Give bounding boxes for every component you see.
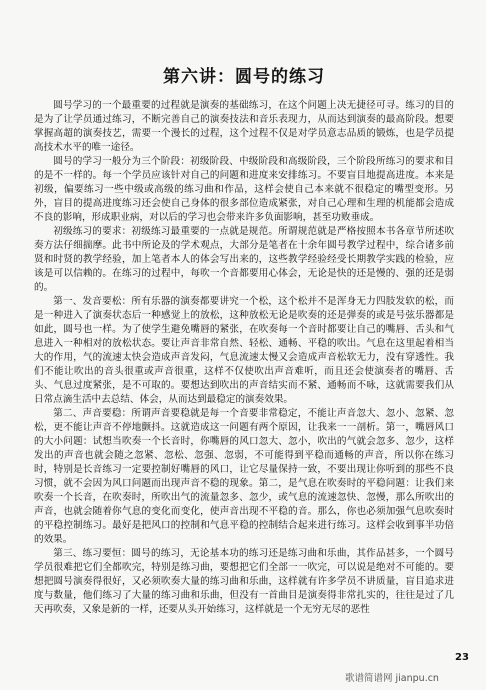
site-watermark: 歌谱简谱网 jianpu.cn — [345, 673, 439, 684]
paragraph-1: 圆号学习的一个最重要的过程就是演奏的基础练习，在这个问题上决无捷径可寻。练习的目的是为了让学员通过练习，不断完善自己的演奏技法和音乐表现力，从而达到演奏的最高阶段。想要掌握高超的演奏技艺，需要一个漫长的过程，这个过程不仅是对学员意志品质的锻炼，也是学员提高技术水平的唯一途径。 — [34, 100, 454, 153]
paragraph-3: 初级练习的要求：初级练习最重要的一点就是规范。所谓规范就是严格按照本书各章节所述吹奏方法仔细揣摩。此书中所论及的学术观点，大部分是笔者在十余年圆号教学过程中，综合诸多前贤和时贤的教学经验，加上笔者本人的体会写出来的，这些教学经验经受长期教学实践的检验，应该是可以信赖的。在练习的过程中，每吹一个音都要用心体会，无论是快的还是慢的、强的还是弱的。 — [34, 226, 454, 293]
paragraph-5: 第二、声音要稳：所谓声音要稳就是每一个音要非常稳定，不能让声音忽大、忽小、忽紧、忽松，更不能让声音不停地颤抖。这就造成这一问题有两个原因，让我来一一剖析。第一，嘴唇风口的大小问题：试想当吹奏一个长音时，你嘴唇的风口忽大、忽小，吹出的气就会忽多、忽少，这样发出的声音也就会随之忽紧、忽松、忽强、忽弱，不可能得到平稳而通畅的声音，所以你在练习时，特别是长音练习一定要控制好嘴唇的风口，让它尽量保持一致，不要出现让你听到的那些不良习惯，就不会因为风口问题而出现声音不稳的现象。第二，是气息在吹奏时的平稳问题：让我们来吹奏一个长音，在吹奏时，所吹出气的流量忽多、忽少，或气息的流速忽快、忽慢，那么所吹出的声音，也就会随着你气息的变化而变化，使声音出现不平稳的音。那么，你也必须加强气息吹奏时的平稳控制练习。最好是把风口的控制和气息平稳的控制结合起来进行练习。这样会收到事半功倍的效果。 — [34, 408, 454, 545]
paragraph-2: 圆号的学习一般分为三个阶段：初级阶段、中级阶段和高级阶段，三个阶段所练习的要求和目的是不一样的。每一个学员应该针对自己的问题和进度来安排练习。不要盲目地提高进度。本来是初级，偏要练习一些中级或高级的练习曲和作品，这样会使自己本来就不很稳定的嘴型变形。另外，盲目的提高进度练习还会使自己身体的很多部位造成紧张，对自己心理和生理的机能都会造成不良的影响，形成职业病，对以后的学习也会带来许多负面影响，甚至功败垂成。 — [34, 156, 454, 223]
paragraph-4: 第一、发音要松：所有乐器的演奏都要讲究一个松，这个松并不是浑身无力四肢发软的松，而是一种进入了演奏状态后一种感觉上的放松，这种放松无论是吹奏的还是弹奏的或是号弦乐器都是如此，圆号也一样。为了使学生避免嘴唇的紧张，在吹奏每一个音时都要让自己的嘴唇、舌头和气息进入一种相对的放松状态。要让声音非常自然、轻松、通畅、平稳的吹出。气息在这里起着相当大的作用，气的流速太快会造成声音发闷，气息流速太慢又会造成声音松软无力，没有穿透性。我们不能让吹出的音头很重或声音很重，这样不仅使吹出声音难听，而且还会使演奏者的嘴唇、舌头、气息过度紧张，是不可取的。要想达到吹出的声音结实而不紧、通畅而不咏，这就需要我们从日常点滴生活中去总结、体会，从而达到最稳定的演奏效果。 — [34, 296, 454, 405]
chapter-title: 第六讲：圆号的练习 — [163, 67, 325, 87]
page-number: 23 — [455, 652, 469, 663]
document-page — [34, 62, 454, 652]
paragraph-6: 第三、练习要恒：圆号的练习，无论基本功的练习还是练习曲和乐曲，其作品甚多，一个圆号学员很难把它们全都吹完，特别是练习曲，要想把它们全部一一吹完，可以说是绝对不可能的。要想把圆号演奏得很好，又必须吹奏大量的练习曲和乐曲，这样就有许多学员不讲质量，盲目追求进度与数量，他们练习了大量的练习曲和乐曲，但没有一首曲目是演奏得非常扎实的，往往是过了几天再吹奏，又象是新的一样，还要从头开始练习，这样就是一个无穷无尽的恶性 — [34, 548, 454, 615]
